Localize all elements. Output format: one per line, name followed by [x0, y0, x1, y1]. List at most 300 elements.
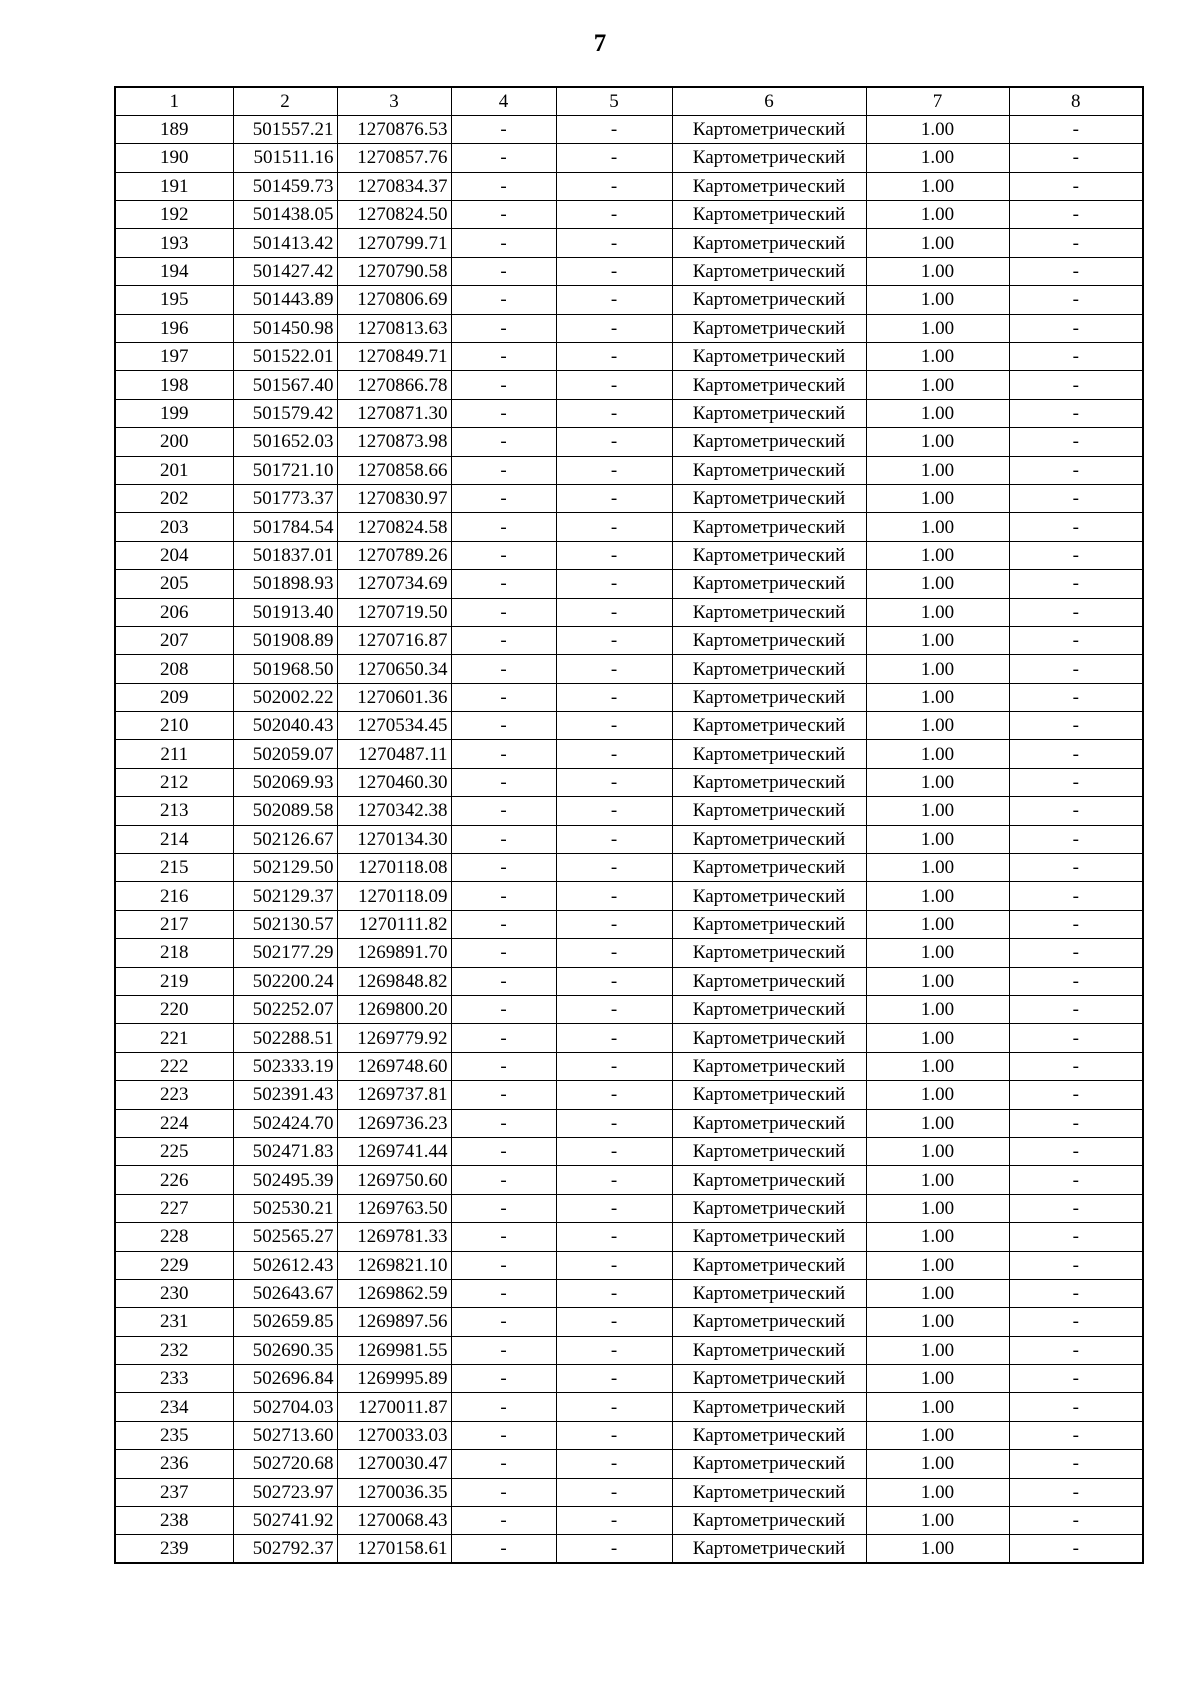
- table-row: [115, 967, 1143, 995]
- col-5-cell: -: [556, 712, 672, 740]
- col-5-cell: -: [556, 1052, 672, 1080]
- point-number-cell: 219: [115, 967, 233, 995]
- x-coordinate-cell: 501511.16: [233, 144, 337, 172]
- table-row: [115, 683, 1143, 711]
- x-coordinate-cell: 501652.03: [233, 428, 337, 456]
- col-4-cell: -: [451, 1223, 556, 1251]
- col-5-cell: -: [556, 967, 672, 995]
- point-number-cell: 203: [115, 513, 233, 541]
- x-coordinate-cell: 502723.97: [233, 1478, 337, 1506]
- x-coordinate-cell: 501450.98: [233, 314, 337, 342]
- point-number-cell: 201: [115, 456, 233, 484]
- col-5-cell: -: [556, 882, 672, 910]
- col-4-cell: -: [451, 513, 556, 541]
- col-8-cell: -: [1009, 172, 1143, 200]
- col-4-cell: -: [451, 399, 556, 427]
- y-coordinate-cell: 1270873.98: [337, 428, 451, 456]
- accuracy-cell: 1.00: [866, 1478, 1009, 1506]
- method-cell: Картометрический: [672, 456, 866, 484]
- y-coordinate-cell: 1269763.50: [337, 1194, 451, 1222]
- point-number-cell: 218: [115, 939, 233, 967]
- col-5-cell: -: [556, 1393, 672, 1421]
- col-8-cell: -: [1009, 343, 1143, 371]
- method-cell: Картометрический: [672, 797, 866, 825]
- method-cell: Картометрический: [672, 1024, 866, 1052]
- col-5-cell: -: [556, 1166, 672, 1194]
- y-coordinate-cell: 1270716.87: [337, 626, 451, 654]
- y-coordinate-cell: 1270601.36: [337, 683, 451, 711]
- table-row: [115, 882, 1143, 910]
- x-coordinate-cell: 502130.57: [233, 910, 337, 938]
- accuracy-cell: 1.00: [866, 882, 1009, 910]
- point-number-cell: 213: [115, 797, 233, 825]
- method-cell: Картометрический: [672, 655, 866, 683]
- point-number-cell: 192: [115, 201, 233, 229]
- x-coordinate-cell: 502643.67: [233, 1279, 337, 1307]
- page-number: 7: [593, 30, 607, 57]
- y-coordinate-cell: 1270118.09: [337, 882, 451, 910]
- col-4-cell: -: [451, 1365, 556, 1393]
- col-8-cell: -: [1009, 201, 1143, 229]
- col-4-cell: -: [451, 428, 556, 456]
- y-coordinate-cell: 1269981.55: [337, 1336, 451, 1364]
- point-number-cell: 205: [115, 570, 233, 598]
- table-row: [115, 1279, 1143, 1307]
- accuracy-cell: 1.00: [866, 910, 1009, 938]
- y-coordinate-cell: 1270806.69: [337, 286, 451, 314]
- col-4-cell: -: [451, 712, 556, 740]
- y-coordinate-cell: 1269779.92: [337, 1024, 451, 1052]
- point-number-cell: 233: [115, 1365, 233, 1393]
- point-number-cell: 215: [115, 854, 233, 882]
- y-coordinate-cell: 1270134.30: [337, 825, 451, 853]
- y-coordinate-cell: 1270011.87: [337, 1393, 451, 1421]
- point-number-cell: 210: [115, 712, 233, 740]
- x-coordinate-cell: 501427.42: [233, 257, 337, 285]
- table-row: [115, 1535, 1143, 1563]
- col-5-cell: -: [556, 797, 672, 825]
- col-8-cell: -: [1009, 768, 1143, 796]
- table-row: [115, 172, 1143, 200]
- col-8-cell: -: [1009, 257, 1143, 285]
- table-row: [115, 740, 1143, 768]
- x-coordinate-cell: 502089.58: [233, 797, 337, 825]
- col-8-cell: -: [1009, 570, 1143, 598]
- table-row: [115, 570, 1143, 598]
- accuracy-cell: 1.00: [866, 115, 1009, 143]
- accuracy-cell: 1.00: [866, 1308, 1009, 1336]
- point-number-cell: 211: [115, 740, 233, 768]
- point-number-cell: 223: [115, 1081, 233, 1109]
- table-row: [115, 1081, 1143, 1109]
- accuracy-cell: 1.00: [866, 229, 1009, 257]
- x-coordinate-cell: 502690.35: [233, 1336, 337, 1364]
- x-coordinate-cell: 501522.01: [233, 343, 337, 371]
- method-cell: Картометрический: [672, 712, 866, 740]
- x-coordinate-cell: 502040.43: [233, 712, 337, 740]
- col-5-cell: -: [556, 541, 672, 569]
- accuracy-cell: 1.00: [866, 1166, 1009, 1194]
- col-5-cell: -: [556, 371, 672, 399]
- x-coordinate-cell: 502002.22: [233, 683, 337, 711]
- header-cell: 2: [233, 87, 337, 115]
- point-number-cell: 195: [115, 286, 233, 314]
- accuracy-cell: 1.00: [866, 541, 1009, 569]
- accuracy-cell: 1.00: [866, 144, 1009, 172]
- point-number-cell: 227: [115, 1194, 233, 1222]
- point-number-cell: 202: [115, 484, 233, 512]
- col-8-cell: -: [1009, 1081, 1143, 1109]
- col-5-cell: -: [556, 1450, 672, 1478]
- col-5-cell: -: [556, 229, 672, 257]
- y-coordinate-cell: 1270487.11: [337, 740, 451, 768]
- method-cell: Картометрический: [672, 1308, 866, 1336]
- col-4-cell: -: [451, 598, 556, 626]
- method-cell: Картометрический: [672, 1336, 866, 1364]
- point-number-cell: 208: [115, 655, 233, 683]
- header-cell: 4: [451, 87, 556, 115]
- col-4-cell: -: [451, 314, 556, 342]
- method-cell: Картометрический: [672, 513, 866, 541]
- accuracy-cell: 1.00: [866, 399, 1009, 427]
- method-cell: Картометрический: [672, 1365, 866, 1393]
- table-row: [115, 1109, 1143, 1137]
- table-row: [115, 1052, 1143, 1080]
- col-8-cell: -: [1009, 1507, 1143, 1535]
- table-row: [115, 1194, 1143, 1222]
- col-5-cell: -: [556, 1507, 672, 1535]
- x-coordinate-cell: 502129.50: [233, 854, 337, 882]
- table-row: [115, 939, 1143, 967]
- method-cell: Картометрический: [672, 1478, 866, 1506]
- point-number-cell: 234: [115, 1393, 233, 1421]
- col-4-cell: -: [451, 229, 556, 257]
- method-cell: Картометрический: [672, 399, 866, 427]
- method-cell: Картометрический: [672, 683, 866, 711]
- y-coordinate-cell: 1269737.81: [337, 1081, 451, 1109]
- header-cell: 8: [1009, 87, 1143, 115]
- x-coordinate-cell: 502659.85: [233, 1308, 337, 1336]
- method-cell: Картометрический: [672, 1393, 866, 1421]
- y-coordinate-cell: 1269781.33: [337, 1223, 451, 1251]
- col-5-cell: -: [556, 768, 672, 796]
- method-cell: Картометрический: [672, 1450, 866, 1478]
- method-cell: Картометрический: [672, 1223, 866, 1251]
- col-5-cell: -: [556, 1308, 672, 1336]
- accuracy-cell: 1.00: [866, 1137, 1009, 1165]
- y-coordinate-cell: 1270857.76: [337, 144, 451, 172]
- header-cell: 5: [556, 87, 672, 115]
- method-cell: Картометрический: [672, 598, 866, 626]
- col-5-cell: -: [556, 1535, 672, 1563]
- col-5-cell: -: [556, 1421, 672, 1449]
- x-coordinate-cell: 501438.05: [233, 201, 337, 229]
- col-4-cell: -: [451, 1024, 556, 1052]
- point-number-cell: 198: [115, 371, 233, 399]
- col-8-cell: -: [1009, 1166, 1143, 1194]
- col-5-cell: -: [556, 996, 672, 1024]
- col-5-cell: -: [556, 1223, 672, 1251]
- x-coordinate-cell: 502471.83: [233, 1137, 337, 1165]
- x-coordinate-cell: 502696.84: [233, 1365, 337, 1393]
- accuracy-cell: 1.00: [866, 1194, 1009, 1222]
- y-coordinate-cell: 1270342.38: [337, 797, 451, 825]
- point-number-cell: 191: [115, 172, 233, 200]
- accuracy-cell: 1.00: [866, 1365, 1009, 1393]
- col-5-cell: -: [556, 1251, 672, 1279]
- y-coordinate-cell: 1270534.45: [337, 712, 451, 740]
- col-8-cell: -: [1009, 967, 1143, 995]
- y-coordinate-cell: 1269748.60: [337, 1052, 451, 1080]
- accuracy-cell: 1.00: [866, 314, 1009, 342]
- col-5-cell: -: [556, 399, 672, 427]
- table-header-row: [115, 87, 1143, 115]
- accuracy-cell: 1.00: [866, 825, 1009, 853]
- table-row: [115, 144, 1143, 172]
- col-5-cell: -: [556, 854, 672, 882]
- x-coordinate-cell: 501567.40: [233, 371, 337, 399]
- y-coordinate-cell: 1270068.43: [337, 1507, 451, 1535]
- y-coordinate-cell: 1270789.26: [337, 541, 451, 569]
- col-4-cell: -: [451, 1450, 556, 1478]
- point-number-cell: 237: [115, 1478, 233, 1506]
- table-row: [115, 286, 1143, 314]
- accuracy-cell: 1.00: [866, 939, 1009, 967]
- x-coordinate-cell: 501721.10: [233, 456, 337, 484]
- x-coordinate-cell: 501913.40: [233, 598, 337, 626]
- method-cell: Картометрический: [672, 967, 866, 995]
- col-4-cell: -: [451, 683, 556, 711]
- col-8-cell: -: [1009, 740, 1143, 768]
- col-5-cell: -: [556, 1109, 672, 1137]
- col-8-cell: -: [1009, 1251, 1143, 1279]
- y-coordinate-cell: 1270460.30: [337, 768, 451, 796]
- method-cell: Картометрический: [672, 1279, 866, 1307]
- method-cell: Картометрический: [672, 286, 866, 314]
- point-number-cell: 189: [115, 115, 233, 143]
- table-row: [115, 201, 1143, 229]
- point-number-cell: 190: [115, 144, 233, 172]
- x-coordinate-cell: 502129.37: [233, 882, 337, 910]
- accuracy-cell: 1.00: [866, 768, 1009, 796]
- point-number-cell: 216: [115, 882, 233, 910]
- col-4-cell: -: [451, 996, 556, 1024]
- table-row: [115, 1166, 1143, 1194]
- table-row: [115, 541, 1143, 569]
- method-cell: Картометрический: [672, 115, 866, 143]
- point-number-cell: 226: [115, 1166, 233, 1194]
- header-cell: 1: [115, 87, 233, 115]
- accuracy-cell: 1.00: [866, 1421, 1009, 1449]
- accuracy-cell: 1.00: [866, 456, 1009, 484]
- x-coordinate-cell: 502059.07: [233, 740, 337, 768]
- y-coordinate-cell: 1270830.97: [337, 484, 451, 512]
- accuracy-cell: 1.00: [866, 1535, 1009, 1563]
- table-row: [115, 712, 1143, 740]
- method-cell: Картометрический: [672, 1137, 866, 1165]
- y-coordinate-cell: 1270030.47: [337, 1450, 451, 1478]
- col-5-cell: -: [556, 683, 672, 711]
- y-coordinate-cell: 1270719.50: [337, 598, 451, 626]
- col-4-cell: -: [451, 343, 556, 371]
- col-4-cell: -: [451, 1478, 556, 1506]
- col-8-cell: -: [1009, 797, 1143, 825]
- x-coordinate-cell: 502391.43: [233, 1081, 337, 1109]
- accuracy-cell: 1.00: [866, 172, 1009, 200]
- y-coordinate-cell: 1270036.35: [337, 1478, 451, 1506]
- point-number-cell: 230: [115, 1279, 233, 1307]
- table-row: [115, 598, 1143, 626]
- y-coordinate-cell: 1269897.56: [337, 1308, 451, 1336]
- col-8-cell: -: [1009, 1308, 1143, 1336]
- y-coordinate-cell: 1270118.08: [337, 854, 451, 882]
- table-row: [115, 910, 1143, 938]
- header-cell: 3: [337, 87, 451, 115]
- method-cell: Картометрический: [672, 1251, 866, 1279]
- method-cell: Картометрический: [672, 371, 866, 399]
- col-8-cell: -: [1009, 655, 1143, 683]
- x-coordinate-cell: 501908.89: [233, 626, 337, 654]
- y-coordinate-cell: 1270824.50: [337, 201, 451, 229]
- table-row: [115, 1450, 1143, 1478]
- table-row: [115, 1336, 1143, 1364]
- point-number-cell: 221: [115, 1024, 233, 1052]
- table-row: [115, 399, 1143, 427]
- col-8-cell: -: [1009, 1194, 1143, 1222]
- x-coordinate-cell: 501837.01: [233, 541, 337, 569]
- method-cell: Картометрический: [672, 768, 866, 796]
- table-row: [115, 371, 1143, 399]
- col-5-cell: -: [556, 456, 672, 484]
- y-coordinate-cell: 1269800.20: [337, 996, 451, 1024]
- accuracy-cell: 1.00: [866, 428, 1009, 456]
- method-cell: Картометрический: [672, 1109, 866, 1137]
- col-5-cell: -: [556, 1478, 672, 1506]
- point-number-cell: 197: [115, 343, 233, 371]
- method-cell: Картометрический: [672, 854, 866, 882]
- method-cell: Картометрический: [672, 570, 866, 598]
- header-cell: 7: [866, 87, 1009, 115]
- col-8-cell: -: [1009, 712, 1143, 740]
- col-5-cell: -: [556, 257, 672, 285]
- point-number-cell: 229: [115, 1251, 233, 1279]
- col-4-cell: -: [451, 1279, 556, 1307]
- col-5-cell: -: [556, 626, 672, 654]
- x-coordinate-cell: 501784.54: [233, 513, 337, 541]
- col-8-cell: -: [1009, 1223, 1143, 1251]
- col-4-cell: -: [451, 1109, 556, 1137]
- y-coordinate-cell: 1270033.03: [337, 1421, 451, 1449]
- method-cell: Картометрический: [672, 343, 866, 371]
- accuracy-cell: 1.00: [866, 740, 1009, 768]
- x-coordinate-cell: 502424.70: [233, 1109, 337, 1137]
- col-8-cell: -: [1009, 598, 1143, 626]
- method-cell: Картометрический: [672, 1194, 866, 1222]
- table-row: [115, 1137, 1143, 1165]
- y-coordinate-cell: 1269821.10: [337, 1251, 451, 1279]
- accuracy-cell: 1.00: [866, 513, 1009, 541]
- method-cell: Картометрический: [672, 1081, 866, 1109]
- y-coordinate-cell: 1270799.71: [337, 229, 451, 257]
- col-4-cell: -: [451, 1251, 556, 1279]
- method-cell: Картометрический: [672, 257, 866, 285]
- col-4-cell: -: [451, 1308, 556, 1336]
- y-coordinate-cell: 1270650.34: [337, 655, 451, 683]
- col-8-cell: -: [1009, 1365, 1143, 1393]
- col-8-cell: -: [1009, 1421, 1143, 1449]
- col-4-cell: -: [451, 967, 556, 995]
- col-4-cell: -: [451, 484, 556, 512]
- col-4-cell: -: [451, 201, 556, 229]
- col-4-cell: -: [451, 1081, 556, 1109]
- col-4-cell: -: [451, 1052, 556, 1080]
- table-row: [115, 1024, 1143, 1052]
- table-row: [115, 797, 1143, 825]
- x-coordinate-cell: 501898.93: [233, 570, 337, 598]
- col-8-cell: -: [1009, 910, 1143, 938]
- x-coordinate-cell: 501459.73: [233, 172, 337, 200]
- col-5-cell: -: [556, 910, 672, 938]
- table-row: [115, 768, 1143, 796]
- table-row: [115, 484, 1143, 512]
- point-number-cell: 224: [115, 1109, 233, 1137]
- point-number-cell: 235: [115, 1421, 233, 1449]
- point-number-cell: 204: [115, 541, 233, 569]
- table-row: [115, 854, 1143, 882]
- col-5-cell: -: [556, 655, 672, 683]
- point-number-cell: 231: [115, 1308, 233, 1336]
- col-5-cell: -: [556, 513, 672, 541]
- point-number-cell: 199: [115, 399, 233, 427]
- table-row: [115, 513, 1143, 541]
- table-row: [115, 1421, 1143, 1449]
- accuracy-cell: 1.00: [866, 570, 1009, 598]
- col-4-cell: -: [451, 1166, 556, 1194]
- y-coordinate-cell: 1270158.61: [337, 1535, 451, 1563]
- table-row: [115, 825, 1143, 853]
- point-number-cell: 214: [115, 825, 233, 853]
- method-cell: Картометрический: [672, 1507, 866, 1535]
- table-row: [115, 343, 1143, 371]
- table-row: [115, 1365, 1143, 1393]
- accuracy-cell: 1.00: [866, 1336, 1009, 1364]
- x-coordinate-cell: 502612.43: [233, 1251, 337, 1279]
- col-4-cell: -: [451, 825, 556, 853]
- col-4-cell: -: [451, 144, 556, 172]
- col-5-cell: -: [556, 484, 672, 512]
- col-5-cell: -: [556, 570, 672, 598]
- table-row: [115, 996, 1143, 1024]
- col-8-cell: -: [1009, 1478, 1143, 1506]
- method-cell: Картометрический: [672, 825, 866, 853]
- col-8-cell: -: [1009, 626, 1143, 654]
- table-row: [115, 1478, 1143, 1506]
- point-number-cell: 225: [115, 1137, 233, 1165]
- table-row: [115, 257, 1143, 285]
- col-8-cell: -: [1009, 144, 1143, 172]
- table-row: [115, 115, 1143, 143]
- point-number-cell: 232: [115, 1336, 233, 1364]
- col-4-cell: -: [451, 541, 556, 569]
- col-4-cell: -: [451, 257, 556, 285]
- col-8-cell: -: [1009, 1052, 1143, 1080]
- table-body: [115, 115, 1143, 1563]
- x-coordinate-cell: 501773.37: [233, 484, 337, 512]
- col-8-cell: -: [1009, 882, 1143, 910]
- col-8-cell: -: [1009, 484, 1143, 512]
- table-row: [115, 1393, 1143, 1421]
- col-4-cell: -: [451, 172, 556, 200]
